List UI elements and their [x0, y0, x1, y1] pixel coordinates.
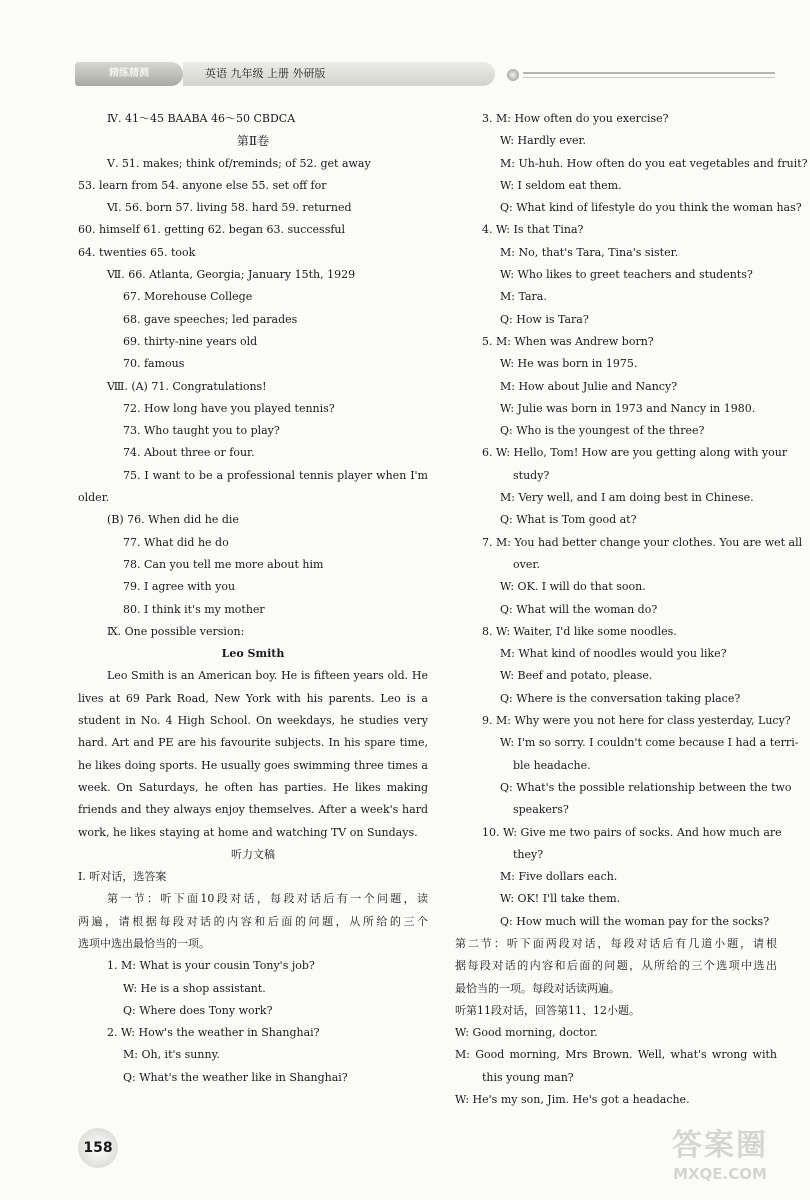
text-line: M: What kind of noodles would you like? — [500, 647, 727, 661]
text-line: Ⅰ. 听对话，选答案 — [78, 870, 167, 884]
text-line: 78. Can you tell me more about him — [123, 557, 324, 571]
text-line: he likes doing sports. He usually goes swimming three times a — [78, 758, 428, 772]
text-line: M: Oh, it's sunny. — [123, 1048, 220, 1062]
text-line: M: Very well, and I am doing best in Chinese. — [500, 491, 754, 505]
text-line: 4. W: Is that Tina? — [482, 223, 584, 237]
text-line: speakers? — [513, 803, 569, 817]
header-title: 英语 九年级 上册 外研版 — [183, 62, 495, 86]
text-line: M: Tara. — [500, 290, 547, 304]
text-line: Q: Where does Tony work? — [123, 1003, 273, 1017]
text-line: W: He is a shop assistant. — [123, 981, 266, 995]
text-line: 72. How long have you played tennis? — [123, 401, 335, 415]
text-line: W: He's my son, Jim. He's got a headache. — [455, 1093, 690, 1107]
text-line: 2. W: How's the weather in Shanghai? — [107, 1026, 320, 1040]
text-line: this young man? — [482, 1070, 574, 1084]
text-line: ble headache. — [513, 758, 591, 772]
text-line: Q: How much will the woman pay for the socks? — [500, 914, 770, 928]
text-line: 80. I think it's my mother — [123, 602, 265, 616]
text-line: 第Ⅱ卷 — [236, 134, 270, 149]
text-line: 听第11段对话，回答第11、12小题。 — [455, 1003, 640, 1017]
text-line: 75. I want to be a professional tennis player when I'm — [123, 468, 428, 482]
text-line: W: Hardly ever. — [500, 134, 587, 148]
text-line: Ⅵ. 56. born 57. living 58. hard 59. returned — [107, 201, 352, 215]
text-line: student in No. 4 High School. On weekdays, he studies very — [78, 714, 428, 728]
text-line: Ⅴ. 51. makes; think of/reminds; of 52. get away — [107, 156, 371, 170]
text-line: Q: Where is the conversation taking place? — [500, 691, 741, 705]
watermark-text: 答案圈 — [672, 1128, 768, 1163]
text-line: 听力文稿 — [231, 847, 275, 861]
text-line: W: I seldom eat them. — [500, 178, 622, 192]
text-line: W: He was born in 1975. — [500, 357, 638, 371]
text-line: (B) 76. When did he die — [107, 513, 239, 527]
text-line: 64. twenties 65. took — [78, 245, 196, 259]
text-line: Q: What kind of lifestyle do you think the woman has? — [500, 201, 802, 215]
text-line: 8. W: Waiter, I'd like some noodles. — [482, 624, 677, 638]
text-line: study? — [513, 468, 550, 482]
header-tab: 精练精测 — [75, 62, 183, 86]
text-line: 10. W: Give me two pairs of socks. And how much are — [482, 825, 782, 839]
text-line: M: Five dollars each. — [500, 870, 618, 884]
text-line: 68. gave speeches; led parades — [123, 312, 298, 326]
text-line: Ⅶ. 66. Atlanta, Georgia; January 15th, 1929 — [107, 268, 356, 282]
text-line: work, he likes staying at home and watching TV on Sundays. — [78, 825, 418, 839]
text-line: 69. thirty-nine years old — [123, 334, 258, 348]
text-line: Q: What will the woman do? — [500, 602, 658, 616]
text-line: 79. I agree with you — [123, 580, 236, 594]
text-line: 74. About three or four. — [123, 446, 255, 460]
watermark-logo — [640, 1128, 800, 1192]
text-line: 1. M: What is your cousin Tony's job? — [107, 959, 315, 973]
text-line: lives at 69 Park Road, New York with his parents. Leo is a — [78, 691, 428, 705]
text-line: week. On Saturdays, he often has parties. He likes making — [78, 780, 428, 794]
text-line: 据每段对话的内容和后面的问题，从所给的三个选项中选出 — [455, 959, 777, 973]
text-line: Q: What's the possible relationship between the two — [500, 780, 792, 794]
header-rule — [523, 72, 775, 74]
right-column — [455, 108, 808, 1111]
text-line: 两遍，请根据每段对话的内容和后面的问题，从所给的三个 — [78, 914, 428, 928]
text-line: 7. M: You had better change your clothes. You are wet all — [482, 535, 803, 549]
page-number: 158 — [78, 1128, 118, 1168]
text-line: hard. Art and PE are his favourite subjects. In his spare time, — [78, 736, 428, 750]
text-line: Ⅳ. 41～45 BAABA 46～50 CBDCA — [107, 112, 296, 125]
text-line: 77. What did he do — [123, 535, 229, 549]
text-line: 9. M: Why were you not here for class yesterday, Lucy? — [482, 714, 791, 728]
text-line: 6. W: Hello, Tom! How are you getting along with your — [482, 446, 788, 460]
text-line: Q: What's the weather like in Shanghai? — [123, 1070, 348, 1084]
text-line: Q: How is Tara? — [500, 312, 589, 326]
text-line: W: OK. I will do that soon. — [500, 580, 646, 594]
text-line: 60. himself 61. getting 62. began 63. successful — [78, 223, 346, 237]
text-line: 73. Who taught you to play? — [123, 424, 280, 438]
text-line: Leo Smith — [221, 647, 285, 661]
text-line: they? — [513, 847, 544, 861]
text-line: 53. learn from 54. anyone else 55. set off for — [78, 178, 327, 192]
text-line: W: Good morning, doctor. — [455, 1026, 598, 1040]
watermark-url: MXQE.COM — [673, 1165, 767, 1183]
text-line: M: No, that's Tara, Tina's sister. — [500, 245, 679, 259]
text-line: W: I'm so sorry. I couldn't come because I had a terri- — [500, 736, 799, 750]
text-line: Ⅸ. One possible version: — [107, 624, 245, 638]
text-line: M: Good morning, Mrs Brown. Well, what's wrong with — [455, 1048, 777, 1062]
header-rule-thin — [523, 77, 775, 78]
text-line: M: Uh-huh. How often do you eat vegetables and fruit? — [500, 156, 808, 170]
text-line: W: Beef and potato, please. — [500, 669, 653, 683]
text-line: Q: Who is the youngest of the three? — [500, 424, 705, 438]
text-line: 第一节：听下面10段对话，每段对话后有一个问题，读 — [107, 892, 428, 906]
page-header — [75, 60, 775, 88]
text-line: Leo Smith is an American boy. He is fifteen years old. He — [107, 669, 428, 683]
text-line: Ⅷ. (A) 71. Congratulations! — [107, 379, 267, 393]
left-column — [78, 108, 428, 1089]
text-line: W: OK! I'll take them. — [500, 892, 621, 906]
text-line: friends and they always enjoy themselves. After a week's hard — [78, 803, 428, 817]
text-line: M: How about Julie and Nancy? — [500, 379, 678, 393]
text-line: 选项中选出最恰当的一项。 — [78, 936, 210, 950]
text-line: 67. Morehouse College — [123, 290, 253, 304]
text-line: W: Who likes to greet teachers and students? — [500, 268, 753, 282]
header-bullet-icon — [507, 69, 519, 81]
text-line: W: Julie was born in 1973 and Nancy in 1980. — [500, 401, 756, 415]
text-line: 第二节：听下面两段对话，每段对话后有几道小题，请根 — [455, 936, 777, 950]
text-line: older. — [78, 491, 110, 505]
text-line: over. — [513, 557, 540, 571]
text-line: 5. M: When was Andrew born? — [482, 334, 654, 348]
text-line: 70. famous — [123, 357, 185, 371]
text-line: 3. M: How often do you exercise? — [482, 112, 669, 125]
text-line: 最恰当的一项。每段对话读两遍。 — [455, 981, 620, 995]
text-line: Q: What is Tom good at? — [500, 513, 637, 527]
